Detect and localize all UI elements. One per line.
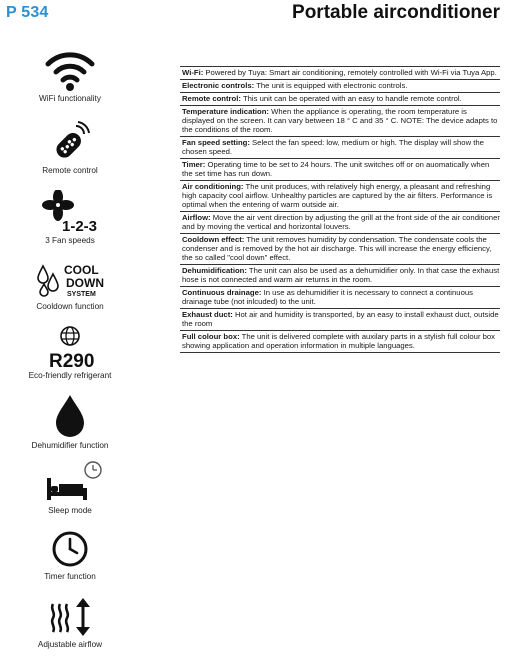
description-row-continuous-drainage bbox=[180, 286, 500, 308]
airflow-arrows-icon bbox=[45, 596, 95, 638]
description-row-wifi bbox=[180, 66, 500, 79]
feature-timer bbox=[0, 528, 140, 581]
description-row-fan-speed bbox=[180, 136, 500, 158]
description-term: Remote control: bbox=[182, 94, 241, 103]
feature-label: WiFi functionality bbox=[39, 94, 101, 103]
feature-label: 3 Fan speeds bbox=[45, 236, 95, 245]
description-row-timer bbox=[180, 158, 500, 180]
description-term: Temperature indication: bbox=[182, 107, 269, 116]
description-text: Operating time to be set to 24 hours. The unit switches off or on auomatically when the set time has run down. bbox=[182, 160, 490, 178]
feature-eco-refrigerant bbox=[0, 325, 140, 380]
feature-fan-speeds bbox=[0, 190, 140, 245]
description-row-airflow bbox=[180, 211, 500, 233]
description-term: Continuous drainage: bbox=[182, 288, 262, 297]
feature-adjustable-airflow bbox=[0, 596, 140, 649]
svg-text:COOL: COOL bbox=[64, 263, 99, 277]
feature-description-table bbox=[180, 66, 500, 353]
description-term: Exhaust duct: bbox=[182, 310, 233, 319]
description-term: Cooldown effect: bbox=[182, 235, 245, 244]
description-row-remote-control bbox=[180, 92, 500, 105]
feature-remote-control bbox=[0, 120, 140, 175]
description-text: When the appliance is operating, the room temperature is displayed on the screen. It can vary between 18 ° C and 35 ° C. NOTE: The device adapts to the conditions of the room. bbox=[182, 107, 498, 134]
description-text: The unit produces, with relatively high energy, a pleasant and refreshing high capacity cool airflow. Unhealthy particles are captured by the air filters. Performance is optimal when the entering of warm outside air. bbox=[182, 182, 493, 209]
wifi-icon bbox=[45, 50, 95, 92]
description-text: The unit is delivered complete with auxilary parts in a stylish full colour box showing application and operation information in multiple languages. bbox=[182, 332, 496, 350]
feature-dehumidifier bbox=[0, 393, 140, 450]
clock-icon bbox=[50, 528, 90, 570]
description-text: In use as dehumidifier it is necessary to connect a continuous drainage tube (not inlcuded) to the unit. bbox=[182, 288, 473, 306]
svg-text:SYSTEM: SYSTEM bbox=[67, 291, 96, 298]
description-term: Electronic controls: bbox=[182, 81, 255, 90]
description-text: The unit is equipped with electronic controls. bbox=[254, 81, 408, 90]
description-row-air-conditioning bbox=[180, 180, 500, 211]
fan-speeds-icon bbox=[38, 190, 102, 234]
description-row-electronic-controls bbox=[180, 79, 500, 92]
water-drop-icon bbox=[50, 393, 90, 439]
description-row-full-colour-box bbox=[180, 330, 500, 353]
description-term: Wi-Fi: bbox=[182, 68, 204, 77]
page-title: Portable airconditioner bbox=[292, 2, 500, 23]
description-row-exhaust-duct bbox=[180, 308, 500, 330]
feature-label: Dehumidifier function bbox=[31, 441, 109, 450]
description-text: Move the air vent direction by adjusting the grill at the front side of the air conditioner and by moving the vertical and horizontal louvers. bbox=[182, 213, 500, 231]
description-row-temperature-indication bbox=[180, 105, 500, 136]
description-text: The unit can also be used as a dehumidifier only. In that case the exhaust hose is not connected and warm air returns in the room. bbox=[182, 266, 500, 284]
description-row-dehumidification bbox=[180, 264, 500, 286]
product-code: P 534 bbox=[6, 4, 49, 21]
bed-clock-icon bbox=[37, 460, 103, 504]
feature-label: Cooldown function bbox=[36, 302, 104, 311]
description-term: Fan speed setting: bbox=[182, 138, 250, 147]
description-text: Powered by Tuya: Smart air conditioning, remotely controlled with Wi-Fi via Tuya App. bbox=[203, 68, 497, 77]
feature-wifi bbox=[0, 50, 140, 103]
feature-label: Sleep mode bbox=[48, 506, 92, 515]
description-text: Hot air and humidity is transported, by an easy to install exhaust duct, outside the room bbox=[182, 310, 499, 328]
description-text: Select the fan speed: low, medium or high. The display will show the chosen speed. bbox=[182, 138, 484, 156]
description-term: Air conditioning: bbox=[182, 182, 244, 191]
svg-text:DOWN: DOWN bbox=[66, 276, 104, 290]
svg-text:R290: R290 bbox=[49, 351, 95, 369]
feature-label: Eco-friendly refrigerant bbox=[28, 371, 112, 380]
feature-sleep-mode bbox=[0, 460, 140, 515]
description-term: Timer: bbox=[182, 160, 206, 169]
feature-label: Remote control bbox=[42, 166, 98, 175]
remote-control-icon bbox=[48, 120, 92, 164]
description-term: Airflow: bbox=[182, 213, 211, 222]
description-text: The unit removes humidity by condensation. The condensate cools the condenser and is removed by the hot air discharge. This will increase the energy efficiency, the so called "cool down" effect. bbox=[182, 235, 492, 262]
svg-text:1-2-3: 1-2-3 bbox=[62, 218, 98, 234]
description-term: Full colour box: bbox=[182, 332, 240, 341]
description-row-cooldown bbox=[180, 233, 500, 264]
description-term: Dehumidification: bbox=[182, 266, 247, 275]
cooldown-system-icon bbox=[34, 260, 106, 300]
feature-label: Timer function bbox=[44, 572, 96, 581]
r290-globe-icon bbox=[40, 325, 100, 369]
feature-label: Adjustable airflow bbox=[37, 640, 103, 649]
feature-cooldown bbox=[0, 260, 140, 311]
description-text: This unit can be operated with an easy to handle remote control. bbox=[240, 94, 462, 103]
